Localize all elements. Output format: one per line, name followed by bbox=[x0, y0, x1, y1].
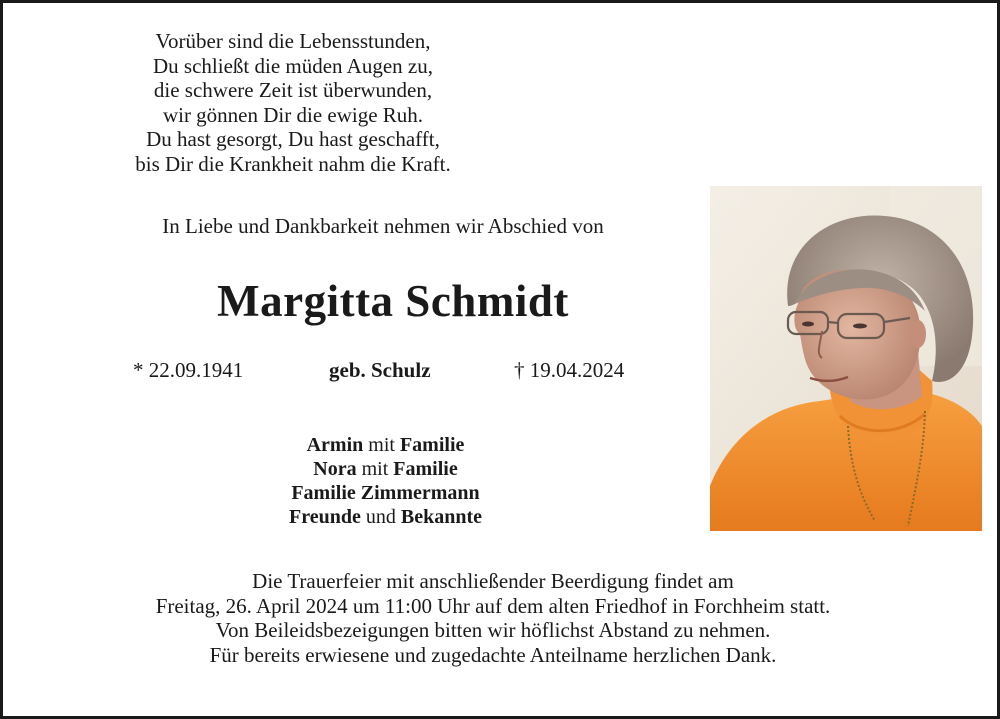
footer-line: Für bereits erwiesene und zugedachte Anteilname herzlichen Dank. bbox=[209, 642, 777, 667]
farewell-intro: In Liebe und Dankbarkeit nehmen wir Abschied von bbox=[162, 214, 604, 238]
poem bbox=[83, 29, 503, 176]
poem-line: Du hast gesorgt, Du hast geschafft, bbox=[146, 127, 440, 151]
footer-line: Freitag, 26. April 2024 um 11:00 Uhr auf dem alten Friedhof in Forchheim statt. bbox=[155, 593, 831, 618]
footer-line: Die Trauerfeier mit anschließender Beerdigung findet am bbox=[252, 569, 734, 593]
poem-line: Vorüber sind die Lebensstunden, bbox=[155, 29, 431, 53]
mourner-line: Nora mit Familie bbox=[313, 458, 458, 480]
poem-line: wir gönnen Dir die ewige Ruh. bbox=[162, 102, 424, 127]
mourner-line: Freunde und Bekannte bbox=[289, 506, 482, 528]
mourners-list bbox=[203, 433, 568, 529]
portrait-photo bbox=[710, 186, 982, 531]
birth-date: * 22.09.1941 bbox=[133, 358, 244, 382]
poem-line: die schwere Zeit ist überwunden, bbox=[153, 78, 433, 102]
poem-line: bis Dir die Krankheit nahm die Kraft. bbox=[135, 151, 451, 176]
mourner-line: Armin mit Familie bbox=[306, 434, 465, 456]
footer-line: Von Beileidsbezeigungen bitten wir höflichst Abstand zu nehmen. bbox=[215, 618, 771, 642]
deceased-name: Margitta Schmidt bbox=[217, 276, 569, 326]
mourner-line: Familie Zimmermann bbox=[291, 482, 480, 504]
ceremony-info bbox=[23, 569, 963, 667]
maiden-name: geb. Schulz bbox=[329, 358, 431, 382]
death-date: † 19.04.2024 bbox=[514, 358, 625, 382]
poem-line: Du schließt die müden Augen zu, bbox=[153, 53, 433, 78]
